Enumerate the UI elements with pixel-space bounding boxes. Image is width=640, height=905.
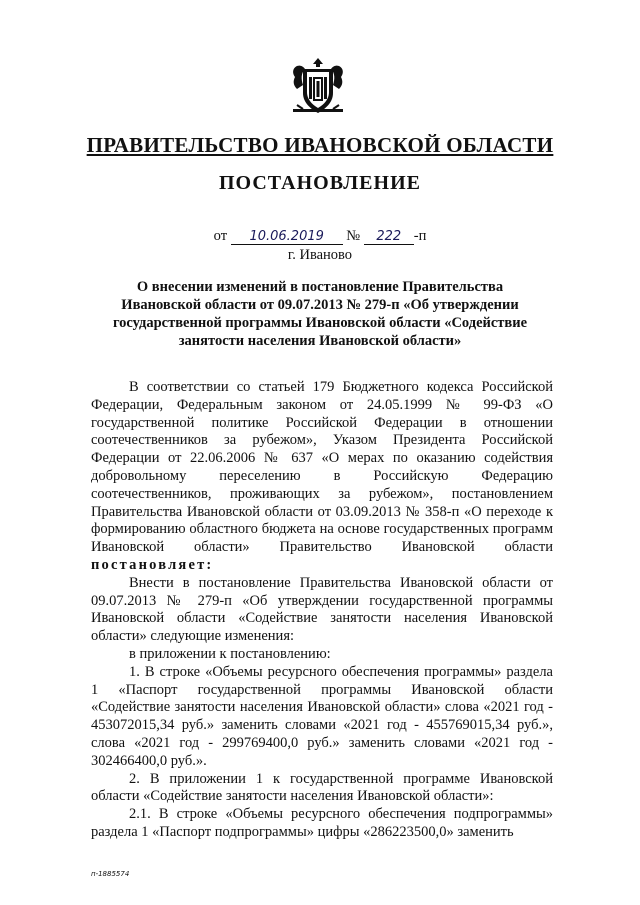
body-paragraph <box>91 379 553 575</box>
document-subject: О внесении изменений в постановление Правительства Ивановской области от 09.07.2013 № 279-п «Об утверждении государственной программы Ивановской области «Содействие занятости населения Ивановской области» <box>112 279 528 349</box>
document-body <box>91 379 553 842</box>
city-line: г. Иваново <box>287 247 353 263</box>
body-paragraph: 2. В приложении 1 к государственной программе Ивановской области «Содействие занятости населения Ивановской области»: <box>91 770 553 805</box>
document-code-footer: п-1885574 <box>91 870 130 878</box>
coat-of-arms-emblem <box>287 55 349 117</box>
date-number-line <box>0 228 640 245</box>
body-paragraph: в приложении к постановлению: <box>129 645 331 662</box>
resolves-word: постановляет: <box>91 556 214 573</box>
preamble-text: В соответствии со статьей 179 Бюджетного кодекса Российской Федерации, Федеральным законом от 24.05.1999 № 99-ФЗ «О государственной политике Российской Федерации в отношении соотечественников за рубежом», Указом Президента Российской Федерации от 22.06.2006 № 637 «О мерах по оказанию содействия добровольному переселению в Российскую Федерацию соотечественников, проживающих за рубежом», постановлением Правительства Ивановской области от 03.09.2013 № 358-п «О переходе к формированию областного бюджета на основе государственных программ Ивановской области» Правительство Ивановской области <box>91 379 553 556</box>
number-sign: № <box>346 228 361 244</box>
date-prefix: от <box>213 228 228 244</box>
body-paragraph: 1. В строке «Объемы ресурсного обеспечения программы» раздела 1 «Паспорт государственной программы Ивановской области «Содействие занятости населения Ивановской области» слова «2021 год - 453072015,34 руб.» заменить словами «2021 год - 455769015,34 руб.», слова «2021 год - 299769400,0 руб.» заменить словами «2021 год - 302466400,0 руб.». <box>91 663 553 769</box>
body-paragraph: 2.1. В строке «Объемы ресурсного обеспечения подпрограммы» раздела 1 «Паспорт подпрограммы» цифры «286223500,0» заменить <box>91 806 553 840</box>
document-type-title: ПОСТАНОВЛЕНИЕ <box>219 172 421 194</box>
organization-title: ПРАВИТЕЛЬСТВО ИВАНОВСКОЙ ОБЛАСТИ <box>86 133 554 157</box>
number-suffix: -п <box>413 228 427 244</box>
body-paragraph: Внести в постановление Правительства Ивановской области от 09.07.2013 № 279-п «Об утверждении государственной программы Ивановской области «Содействие занятости населения Ивановской области» следующие изменения: <box>91 574 553 645</box>
handwritten-number: 222 <box>364 229 414 245</box>
handwritten-date: 10.06.2019 <box>231 229 343 245</box>
